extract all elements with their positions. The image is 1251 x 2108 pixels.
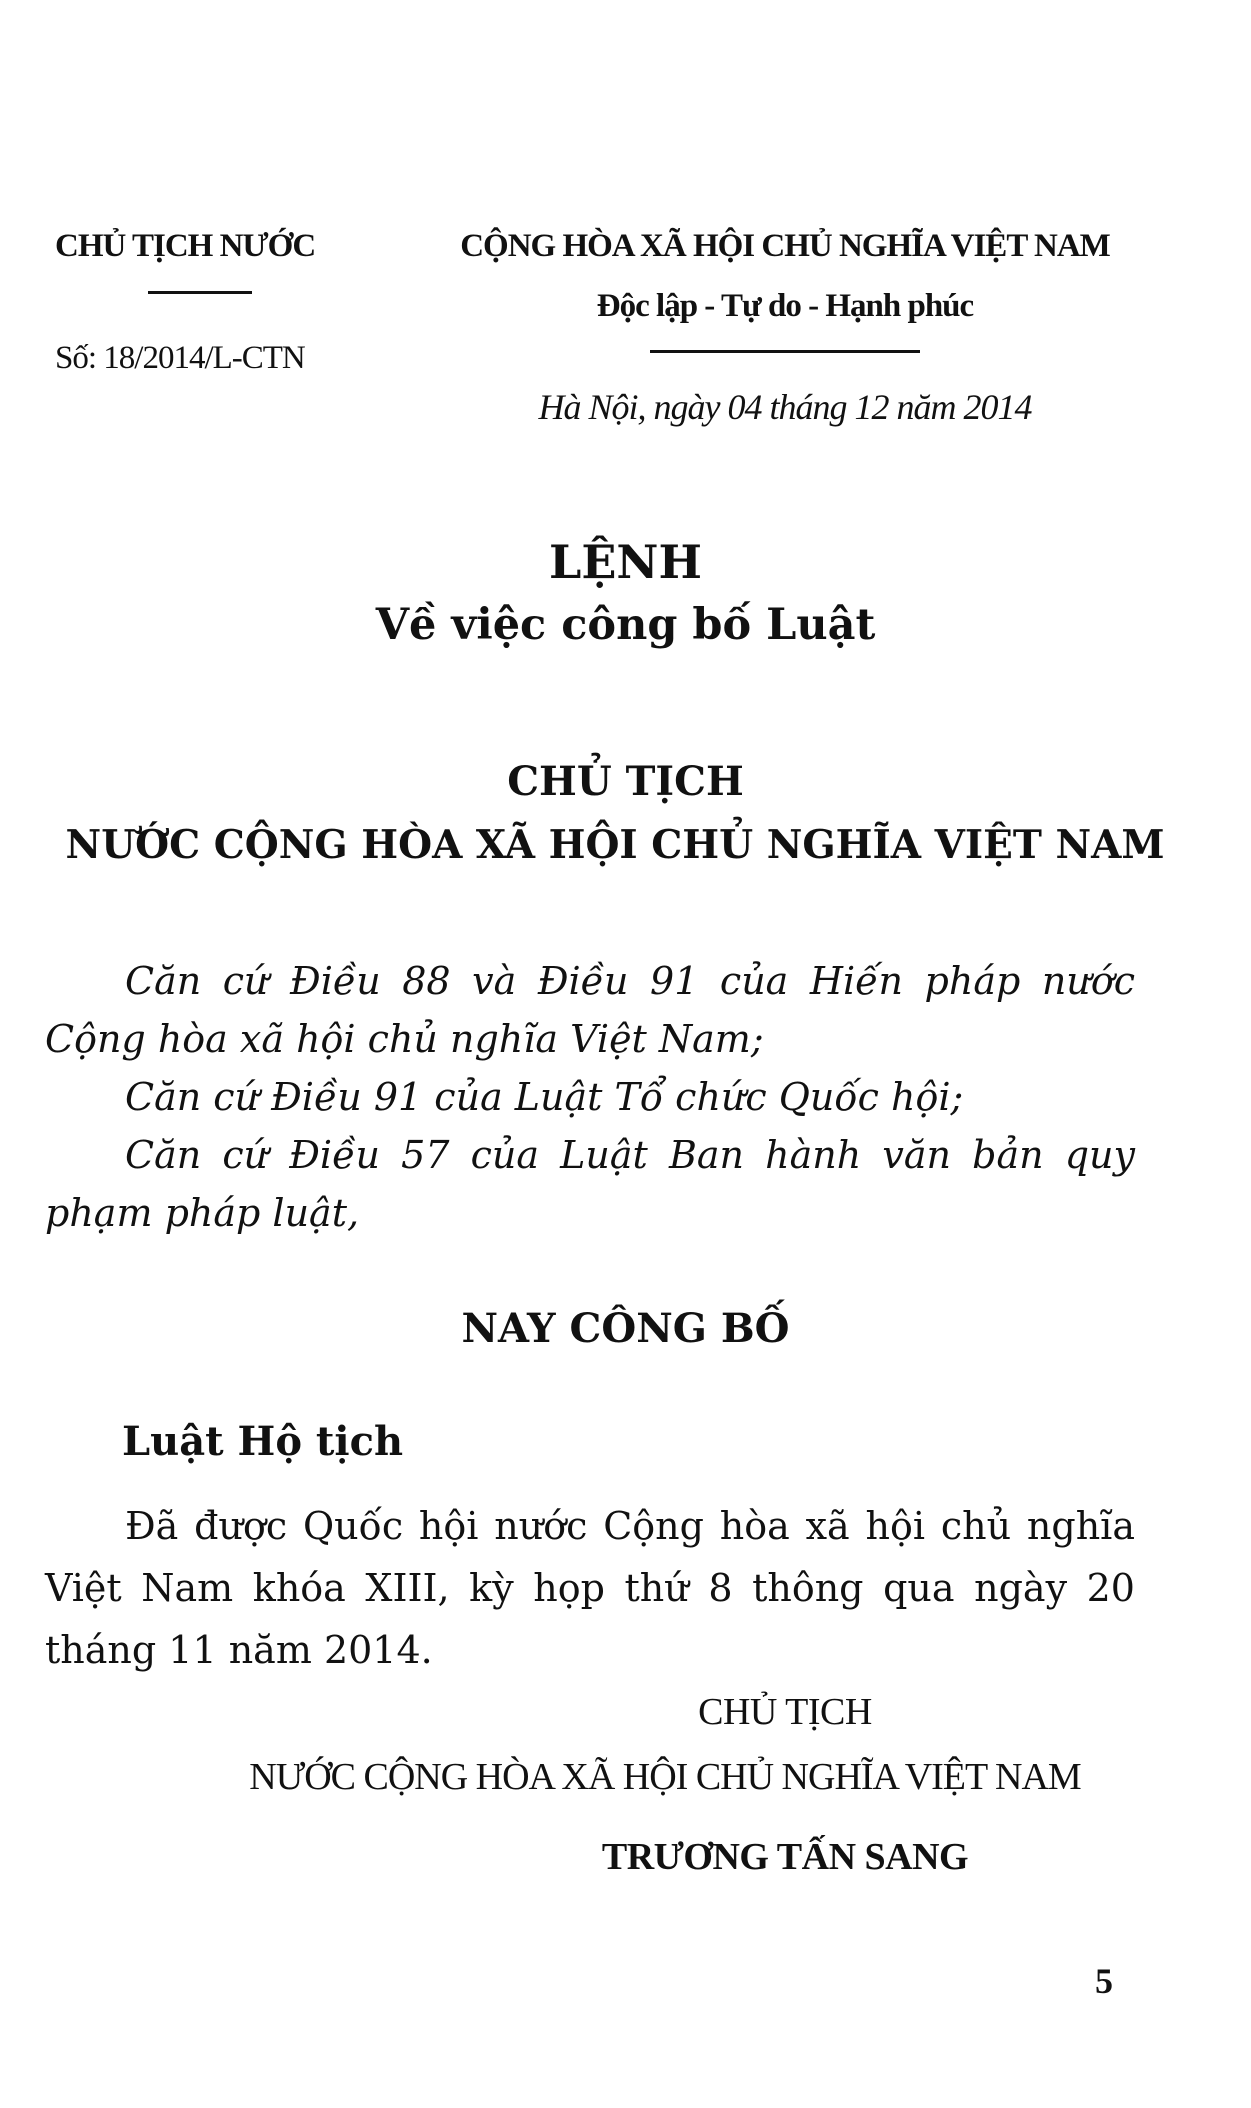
preamble	[45, 952, 1135, 1242]
issuer-underline	[148, 291, 252, 294]
law-name: Luật Hộ tịch	[122, 1418, 404, 1465]
motto-underline	[650, 350, 920, 353]
issuer-heading: CHỦ TỊCH NƯỚC	[55, 228, 316, 264]
authority-organization: NƯỚC CỘNG HÒA XÃ HỘI CHỦ NGHĨA VIỆT NAM	[65, 822, 1165, 868]
preamble-clause: Căn cứ Điều 91 của Luật Tổ chức Quốc hội;	[125, 1075, 964, 1119]
page-number: 5	[1095, 1961, 1113, 2001]
place-date: Hà Nội, ngày 04 tháng 12 năm 2014	[538, 387, 1032, 427]
adoption-statement: Đã được Quốc hội nước Cộng hòa xã hội chủ nghĩa Việt Nam khóa XIII, kỳ họp thứ 8 thông qua ngày 20 tháng 11 năm 2014.	[45, 1504, 1135, 1672]
signature-title: CHỦ TỊCH	[698, 1691, 872, 1733]
document-type-title: LỆNH	[549, 535, 702, 589]
document-subject: Về việc công bố Luật	[375, 600, 876, 650]
signer-name: TRƯƠNG TẤN SANG	[601, 1836, 969, 1878]
preamble-clause: Căn cứ Điều 57 của Luật Ban hành văn bản quy phạm pháp luật,	[45, 1133, 1135, 1235]
preamble-clause: Căn cứ Điều 88 và Điều 91 của Hiến pháp nước Cộng hòa xã hội chủ nghĩa Việt Nam;	[45, 959, 1135, 1061]
authority-title: CHỦ TỊCH	[507, 758, 744, 805]
signature-organization: NƯỚC CỘNG HÒA XÃ HỘI CHỦ NGHĨA VIỆT NAM	[249, 1756, 1081, 1798]
nation-heading: CỘNG HÒA XÃ HỘI CHỦ NGHĨA VIỆT NAM	[460, 228, 1110, 264]
nation-motto: Độc lập - Tự do - Hạnh phúc	[596, 288, 974, 324]
document-number: Số: 18/2014/L-CTN	[55, 340, 305, 376]
proclamation-heading: NAY CÔNG BỐ	[461, 1305, 790, 1352]
